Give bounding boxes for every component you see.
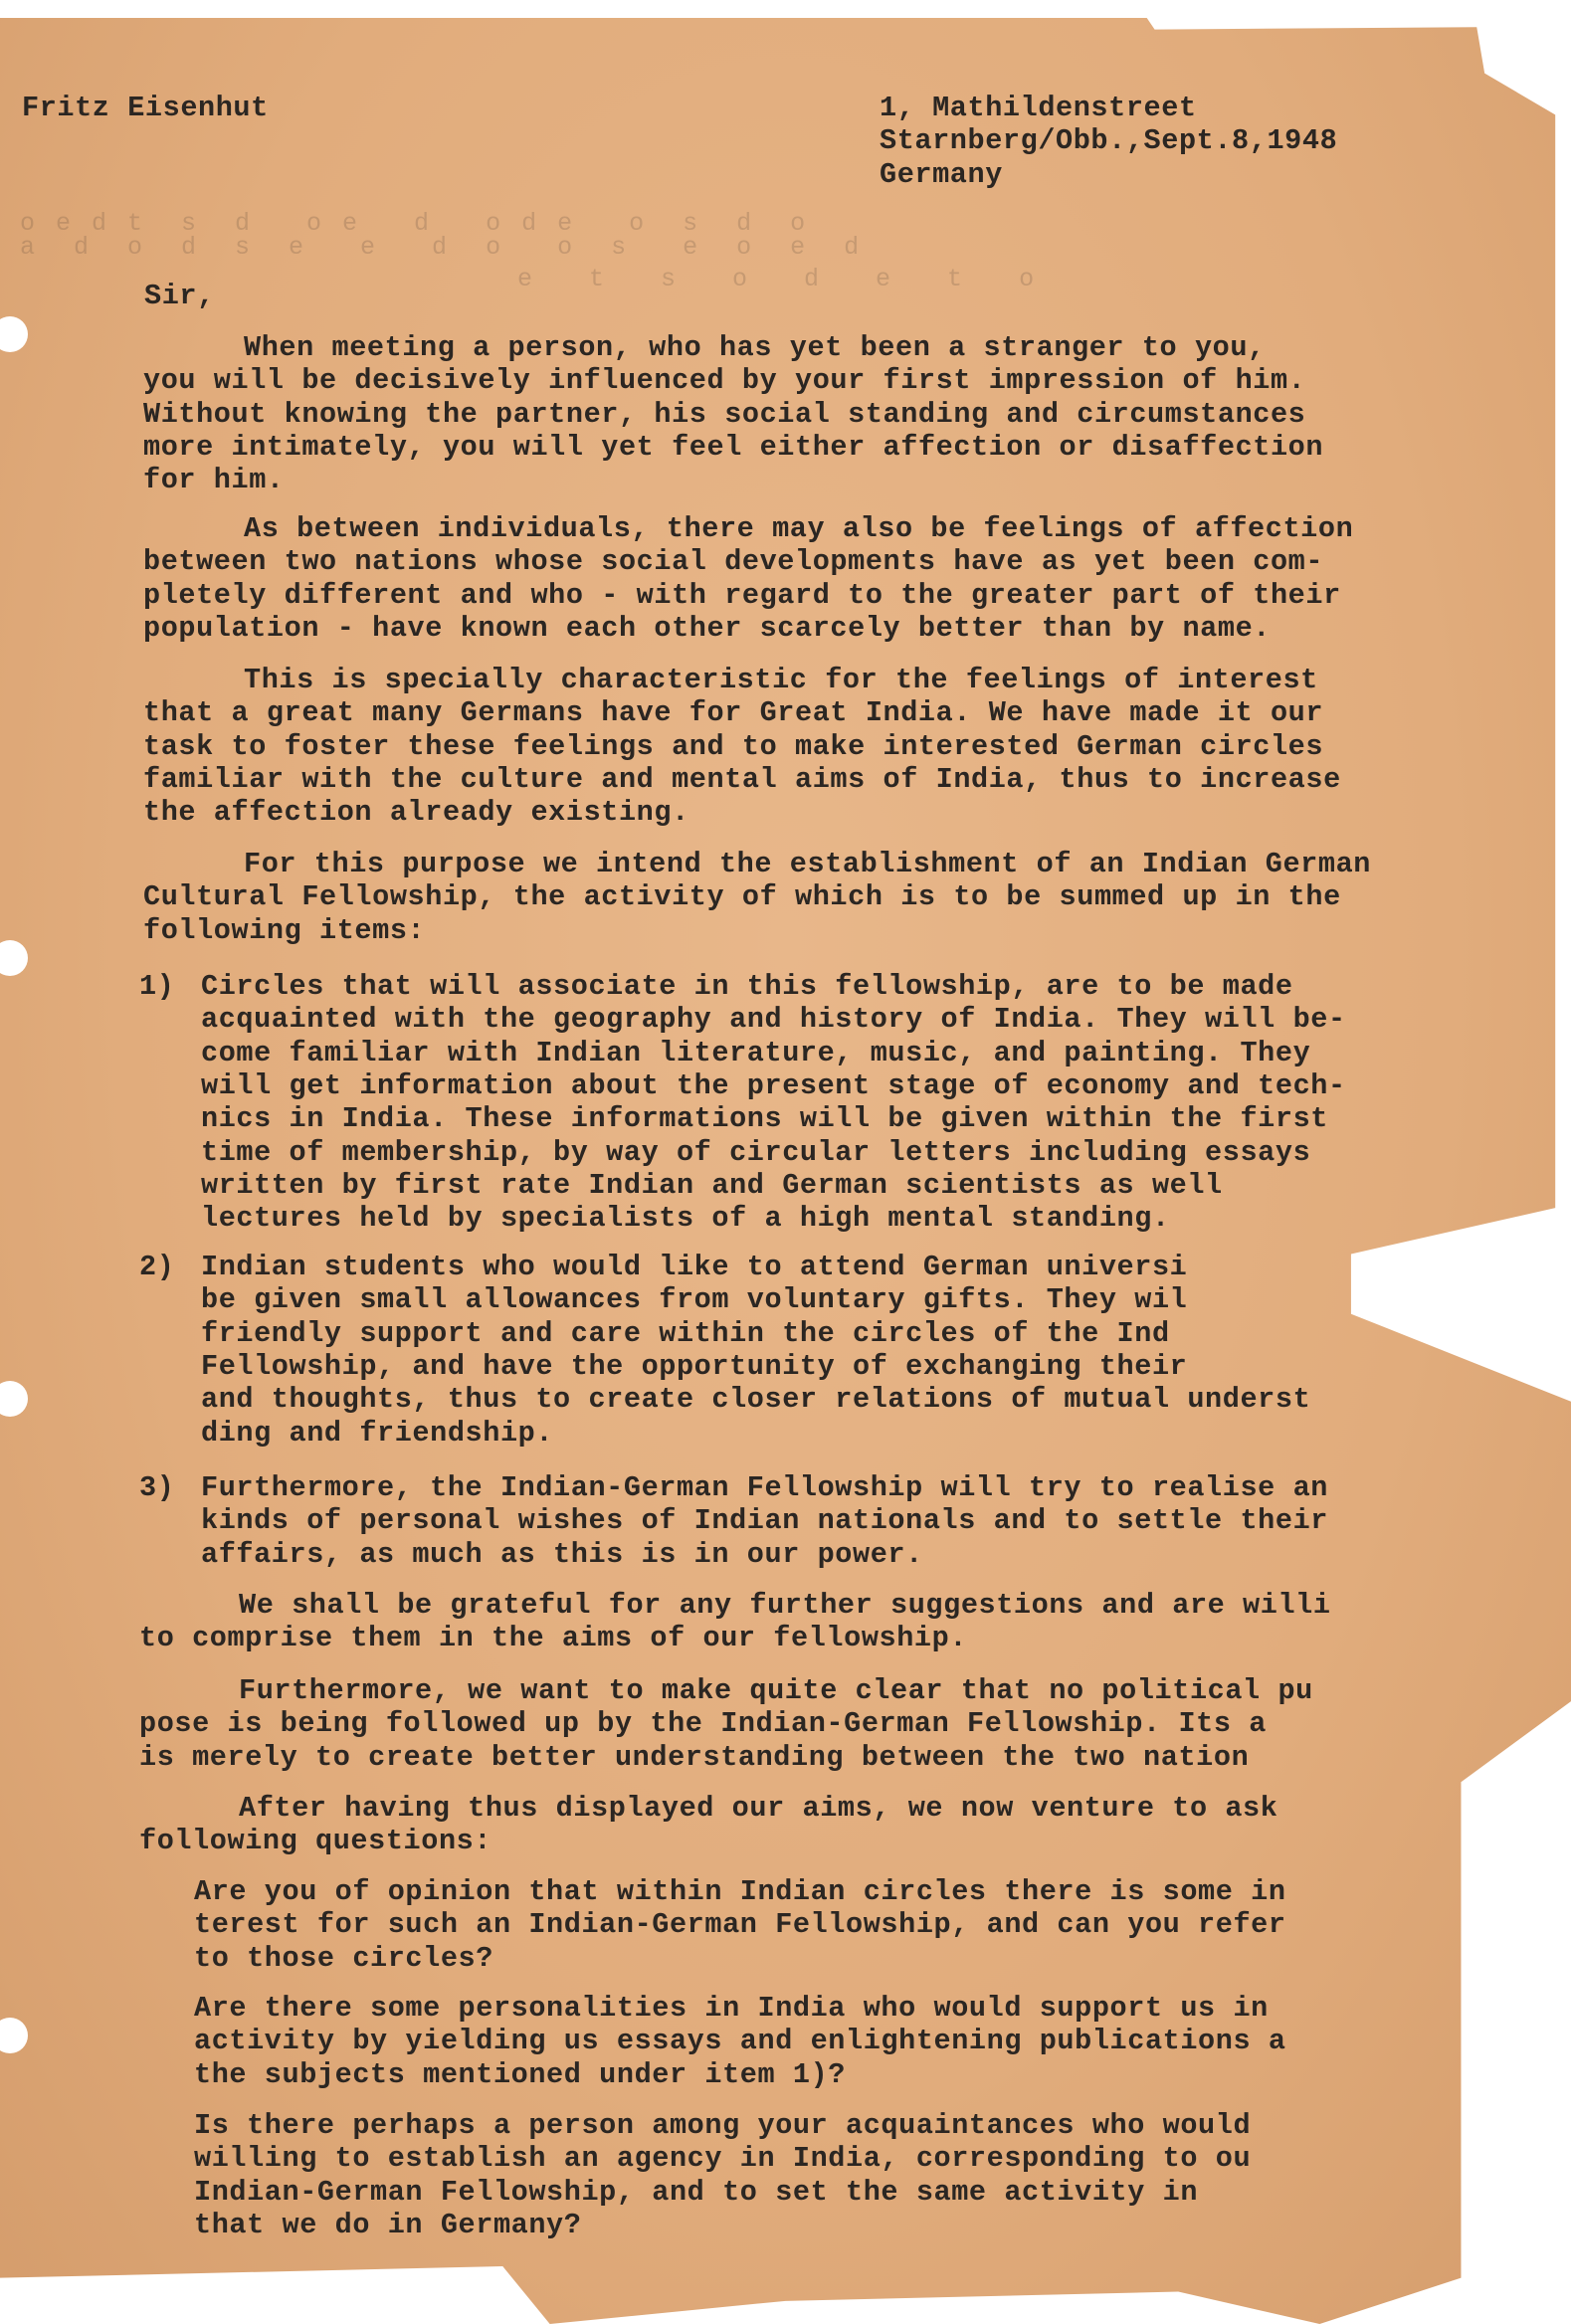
- question-line: that we do in Germany?: [194, 2208, 582, 2241]
- closing-paragraph-line: following questions:: [139, 1825, 492, 1858]
- bleed-through-text: e t s o d e t o: [517, 265, 1038, 293]
- question-line: the subjects mentioned under item 1)?: [194, 2057, 847, 2091]
- list-item-line: kinds of personal wishes of Indian nationals and to settle their: [201, 1504, 1328, 1538]
- body-paragraph-line: Without knowing the partner, his social standing and circumstances: [143, 397, 1306, 431]
- list-item-line: nics in India. These informations will be given within the first: [201, 1102, 1328, 1136]
- sender-address-line: 1, Mathildenstreet: [880, 92, 1197, 124]
- question-line: Indian-German Fellowship, and to set the same activity in: [194, 2175, 1199, 2209]
- list-item-line: will get information about the present stage of economy and tech-: [201, 1068, 1346, 1102]
- closing-paragraph-line: After having thus displayed our aims, we now venture to ask: [239, 1792, 1278, 1825]
- closing-paragraph-line: to comprise them in the aims of our fellowship.: [139, 1622, 968, 1655]
- list-item-line: affairs, as much as this is in our power.: [201, 1537, 923, 1571]
- question-line: terest for such an Indian-German Fellowship, and can you refer: [194, 1908, 1286, 1942]
- question-line: activity by yielding us essays and enlightening publications a: [194, 2025, 1286, 2058]
- body-paragraph-line: When meeting a person, who has yet been a stranger to you,: [244, 331, 1266, 364]
- body-paragraph-line: the affection already existing.: [143, 796, 689, 830]
- body-paragraph-line: As between individuals, there may also be feelings of affection: [244, 512, 1354, 545]
- question-line: Are you of opinion that within Indian circles there is some in: [194, 1875, 1286, 1908]
- closing-paragraph-line: Furthermore, we want to make quite clear that no political pu: [239, 1674, 1313, 1707]
- question-line: to those circles?: [194, 1941, 493, 1975]
- body-paragraph-line: pletely different and who - with regard to the greater part of their: [143, 578, 1341, 612]
- bleed-through-text: a d o d s e e d o o s e o e d: [20, 233, 863, 262]
- body-paragraph-line: familiar with the culture and mental aims of India, thus to increase: [143, 762, 1341, 796]
- list-item-line: lectures held by specialists of a high mental standing.: [201, 1202, 1170, 1236]
- body-paragraph-line: following items:: [143, 913, 426, 947]
- body-paragraph-line: Cultural Fellowship, the activity of which is to be summed up in the: [143, 880, 1341, 914]
- list-item-number: 3): [139, 1471, 175, 1504]
- body-paragraph-line: between two nations whose social developments have as yet been com-: [143, 545, 1324, 579]
- list-item-line: friendly support and care within the circles of the Ind: [201, 1316, 1170, 1350]
- sender-name: Fritz Eisenhut: [22, 92, 269, 124]
- sender-address-line: Germany: [880, 157, 1003, 191]
- body-paragraph-line: more intimately, you will yet feel either affection or disaffection: [143, 430, 1324, 464]
- list-item-line: Fellowship, and have the opportunity of exchanging their: [201, 1349, 1188, 1383]
- list-item-line: come familiar with Indian literature, music, and painting. They: [201, 1036, 1311, 1069]
- body-paragraph-line: for him.: [143, 464, 285, 497]
- closing-paragraph-line: pose is being followed up by the Indian-German Fellowship. Its a: [139, 1707, 1267, 1741]
- salutation: Sir,: [144, 280, 215, 312]
- body-paragraph-line: you will be decisively influenced by your first impression of him.: [143, 364, 1306, 398]
- question-line: Is there perhaps a person among your acquaintances who would: [194, 2109, 1252, 2142]
- list-item-line: time of membership, by way of circular letters including essays: [201, 1135, 1311, 1169]
- list-item-line: ding and friendship.: [201, 1416, 554, 1450]
- question-line: willing to establish an agency in India, corresponding to ou: [194, 2142, 1252, 2176]
- list-item-line: Indian students who would like to attend German universi: [201, 1251, 1188, 1283]
- sender-address-line: Starnberg/Obb.,Sept.8,1948: [880, 124, 1338, 158]
- body-paragraph-line: For this purpose we intend the establishment of an Indian German: [244, 848, 1371, 880]
- question-line: Are there some personalities in India who would support us in: [194, 1992, 1269, 2025]
- body-paragraph-line: population - have known each other scarcely better than by name.: [143, 611, 1271, 645]
- list-item-number: 2): [139, 1251, 175, 1283]
- bleed-through-text: o e d t s d o e d o d e o s d o: [20, 209, 809, 238]
- list-item-line: Furthermore, the Indian-German Fellowship will try to realise an: [201, 1471, 1328, 1504]
- list-item-line: written by first rate Indian and German scientists as well: [201, 1168, 1223, 1202]
- closing-paragraph-line: is merely to create better understanding between the two nation: [139, 1740, 1250, 1774]
- list-item-line: and thoughts, thus to create closer relations of mutual underst: [201, 1383, 1311, 1417]
- body-paragraph-line: task to foster these feelings and to make interested German circles: [143, 729, 1324, 763]
- body-paragraph-line: that a great many Germans have for Great India. We have made it our: [143, 696, 1324, 730]
- closing-paragraph-line: We shall be grateful for any further suggestions and are willi: [239, 1589, 1331, 1622]
- body-paragraph-line: This is specially characteristic for the feelings of interest: [244, 664, 1318, 696]
- list-item-number: 1): [139, 970, 175, 1003]
- list-item-line: be given small allowances from voluntary gifts. They wil: [201, 1283, 1188, 1317]
- list-item-line: Circles that will associate in this fellowship, are to be made: [201, 970, 1293, 1003]
- list-item-line: acquainted with the geography and history of India. They will be-: [201, 1003, 1346, 1037]
